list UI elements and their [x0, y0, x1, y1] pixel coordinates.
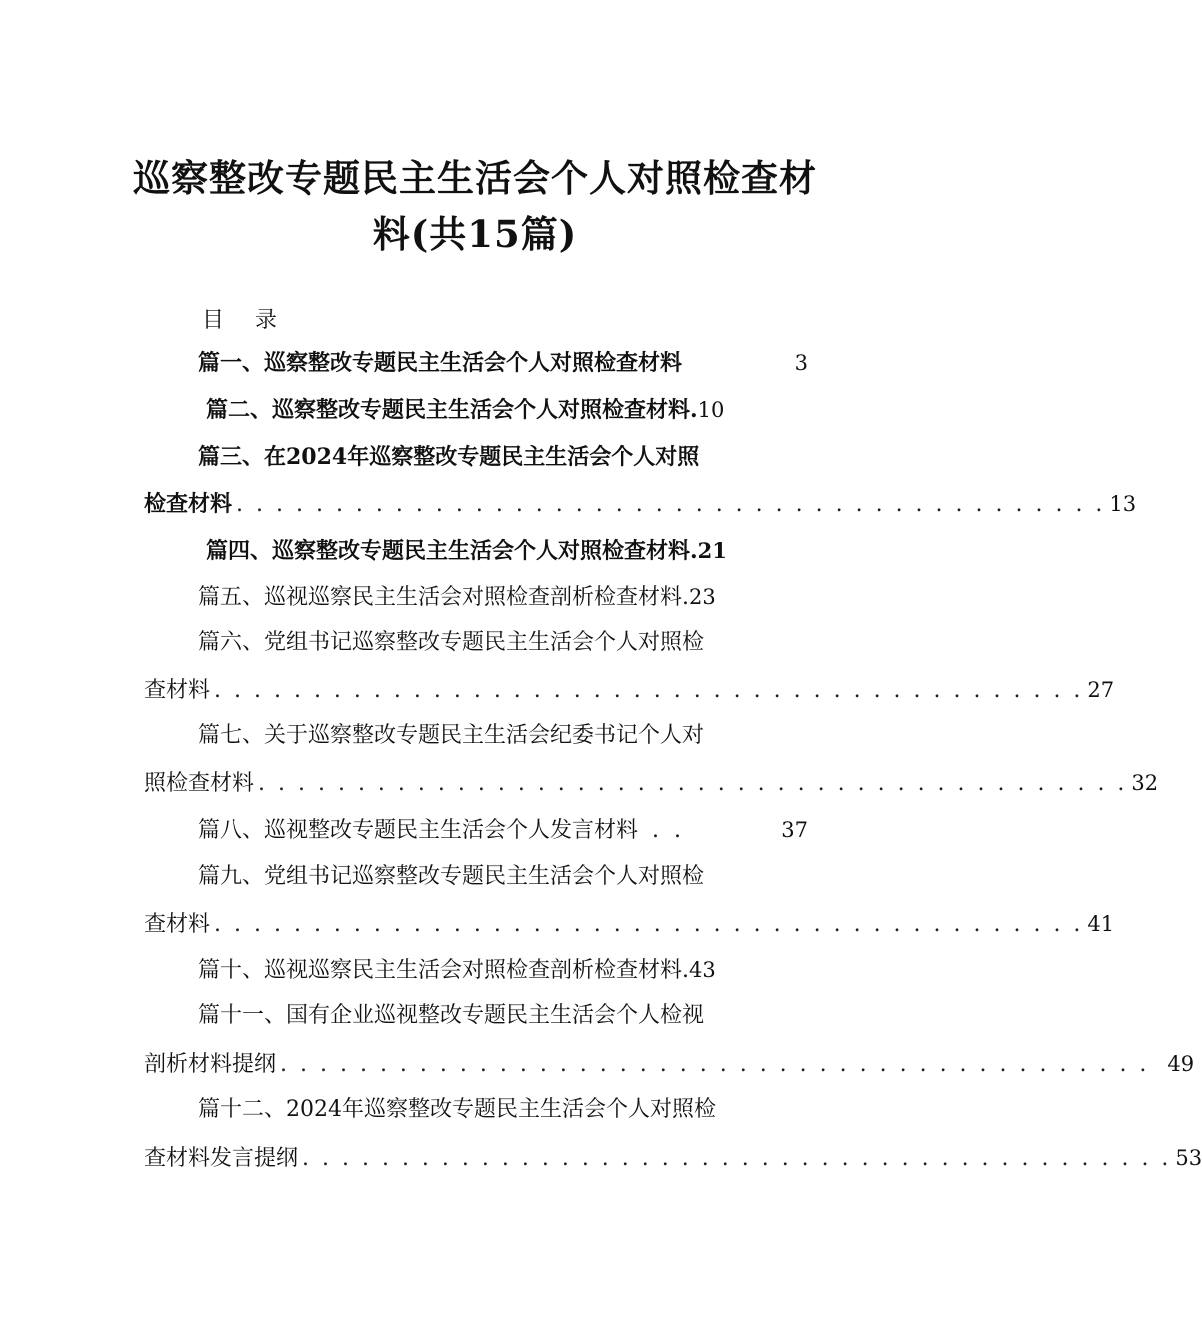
toc-entry-title-continued: 查材料 [144, 678, 211, 703]
toc-entry-9-line-2[interactable] [144, 906, 1115, 942]
toc-heading: 目 录 [202, 308, 289, 333]
toc-entry-title: 篇三、在2024年巡察整改专题民主生活会个人对照 [198, 444, 700, 470]
toc-leader-dots: . . . . . . . . . . . . . . . . . . . . . . . . . . . . . . . . . . . . . . . . . . . . [214, 912, 1084, 937]
toc-entry-title: 篇六、党组书记巡察整改专题民主生活会个人对照检 [198, 630, 705, 655]
toc-entry-8[interactable] [198, 812, 808, 848]
toc-entry-title-continued: 剖析材料提纲 [144, 1052, 277, 1077]
toc-entry-title-continued: 查材料发言提纲 [144, 1146, 299, 1171]
toc-entry-1[interactable] [198, 345, 808, 381]
toc-entry-title: 篇五、巡视巡察民主生活会对照检查剖析检查材料. [198, 585, 689, 610]
toc-entry-3-line-2[interactable] [144, 486, 1137, 522]
toc-leader-dots: . . . . . . . . . . . . . . . . . . . . . . . . . . . . . . . . . . . . . . . . . . . . [214, 678, 1084, 703]
toc-entry-page: 3 [794, 351, 808, 375]
toc-entry-9-line-1[interactable] [198, 859, 808, 895]
toc-entry-title: 篇十、巡视巡察民主生活会对照检查剖析检查材料. [198, 958, 689, 983]
toc-entry-12-line-2[interactable] [144, 1140, 1202, 1176]
toc-entry-7-line-2[interactable] [144, 765, 1159, 801]
toc-leader-dots: . . . . . . . . . . . . . . . . . . . . . . . . . . . . . . . . . . . . . . . . . . . . [258, 771, 1128, 796]
toc-entry-10[interactable] [198, 952, 808, 988]
toc-entry-6-line-2[interactable] [144, 672, 1115, 708]
toc-entry-page: 10 [697, 398, 725, 422]
toc-entry-3-line-1[interactable] [198, 439, 808, 475]
document-title-line-2: 料(共15篇) [372, 212, 578, 256]
toc-leader-dots: . . . . . . . . . . . . . . . . . . . . . . . . . . . . . . . . . . . . . . . . . . . . [280, 1052, 1150, 1077]
toc-entry-page: 27 [1087, 678, 1115, 702]
toc-entry-11-line-2[interactable] [144, 1046, 1195, 1082]
toc-entry-page: 13 [1109, 492, 1137, 516]
toc-entry-page: 49 [1167, 1052, 1195, 1076]
toc-entry-title: 篇四、巡察整改专题民主生活会个人对照检查材料. [206, 538, 698, 564]
toc-entry-11-line-1[interactable] [198, 998, 808, 1034]
toc-entry-page: 41 [1087, 912, 1115, 936]
toc-entry-5[interactable] [198, 579, 808, 615]
toc-entry-page: 32 [1131, 771, 1159, 795]
toc-entry-4[interactable] [206, 533, 808, 569]
document-title-line-1: 巡察整改专题民主生活会个人对照检查材 [133, 156, 817, 200]
toc-entry-title-continued: 查材料 [144, 912, 211, 937]
toc-entry-title: 篇一、巡察整改专题民主生活会个人对照检查材料 [198, 350, 683, 376]
toc-entry-title: 篇九、党组书记巡察整改专题民主生活会个人对照检 [198, 864, 705, 889]
toc-leader-dots: . . [652, 818, 685, 843]
toc-entry-page: 23 [689, 585, 716, 609]
toc-entry-12-line-1[interactable] [198, 1092, 808, 1128]
toc-entry-6-line-1[interactable] [198, 625, 808, 661]
toc-entry-title-continued: 照检查材料 [144, 771, 255, 796]
toc-entry-7-line-1[interactable] [198, 718, 808, 754]
toc-entry-title: 篇十二、2024年巡察整改专题民主生活会个人对照检 [198, 1097, 716, 1122]
toc-entry-2[interactable] [206, 392, 808, 428]
toc-entry-title-continued: 检查材料 [144, 491, 233, 517]
toc-entry-title: 篇十一、国有企业巡视整改专题民主生活会个人检视 [198, 1003, 705, 1028]
toc-entry-title: 篇二、巡察整改专题民主生活会个人对照检查材料. [206, 397, 698, 423]
toc-entry-page: 53 [1175, 1146, 1202, 1170]
toc-entry-page: 21 [697, 538, 727, 563]
toc-entry-title: 篇八、巡视整改专题民主生活会个人发言材料 [198, 818, 639, 843]
toc-leader-dots: . . . . . . . . . . . . . . . . . . . . . . . . . . . . . . . . . . . . . . . . . . . . [302, 1146, 1172, 1171]
toc-entry-title: 篇七、关于巡察整改专题民主生活会纪委书记个人对 [198, 723, 705, 748]
toc-entry-page: 43 [689, 958, 716, 982]
toc-leader-dots: . . . . . . . . . . . . . . . . . . . . . . . . . . . . . . . . . . . . . . . . . . . . [236, 492, 1106, 517]
toc-entry-page: 37 [781, 818, 808, 842]
